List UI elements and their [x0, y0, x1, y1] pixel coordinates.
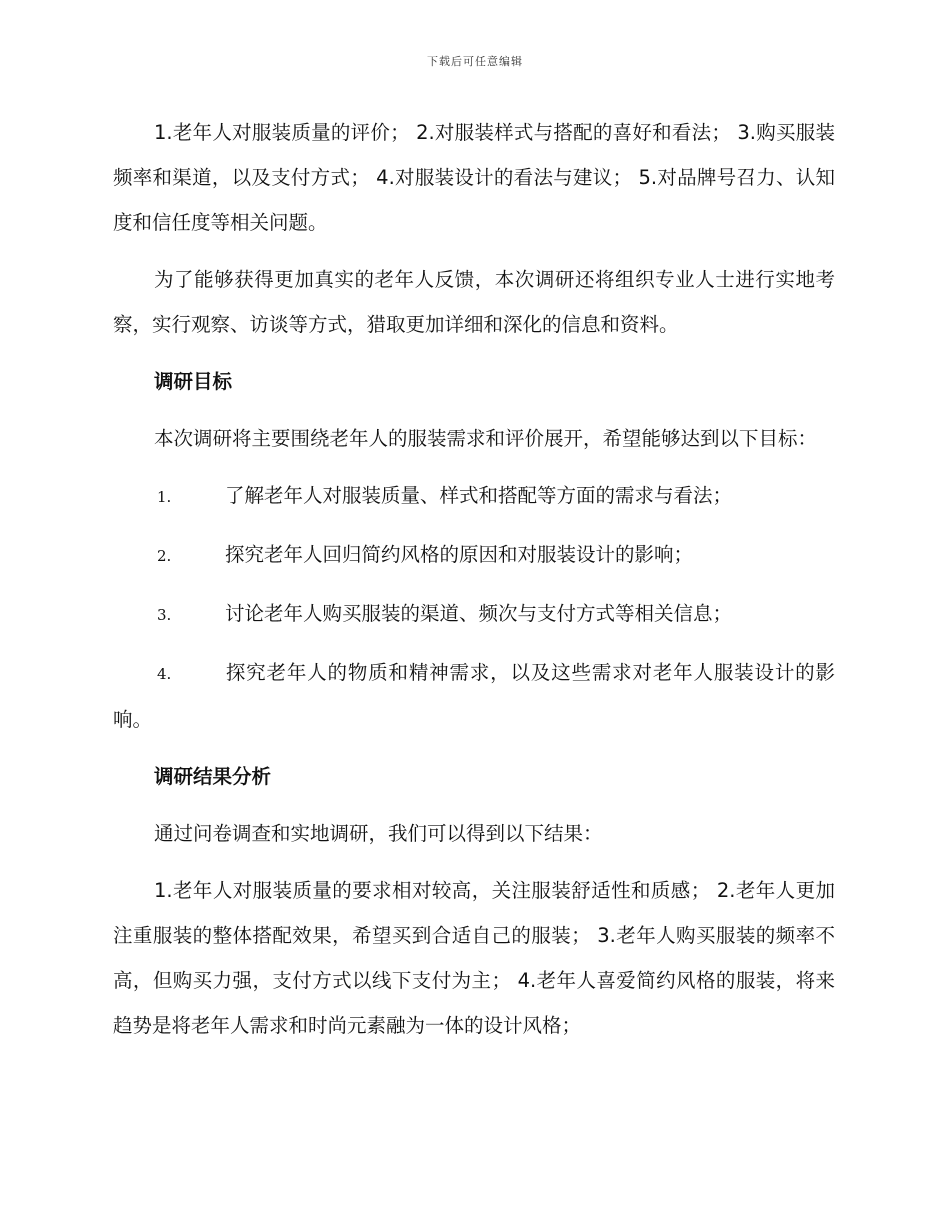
paragraph-results-intro: 通过问卷调查和实地调研，我们可以得到以下结果：	[154, 822, 603, 845]
heading-results-analysis: 调研结果分析	[154, 765, 272, 788]
list-number: 4.	[157, 665, 172, 683]
paragraph-field-research: 为了能够获得更加真实的老年人反馈，本次调研还将组织专业人士进行实地考察，实行观察、访谈等方式，猎取更加详细和深化的信息和资料。	[113, 268, 835, 336]
list-number: 1.	[157, 488, 172, 506]
goal-list-item	[113, 473, 835, 520]
heading-research-goals: 调研目标	[154, 370, 233, 393]
list-number: 3.	[157, 606, 172, 624]
list-item-text: 探究老年人的物质和精神需求，以及这些需求对老年人服装设计的影响。	[113, 661, 835, 731]
goal-list-item	[113, 650, 835, 742]
paragraph-goals-intro: 本次调研将主要围绕老年人的服装需求和评价展开，希望能够达到以下目标：	[154, 427, 818, 450]
paragraph-survey-topics: 1.老年人对服装质量的评价； 2.对服装样式与搭配的喜好和看法； 3.购买服装频率和渠道，以及支付方式； 4.对服装设计的看法与建议； 5.对品牌号召力、认知度和信任度等相关问题。	[113, 121, 835, 234]
page-header: 下载后可任意编辑	[427, 55, 523, 68]
goal-list-item	[113, 532, 835, 579]
list-item-text: 讨论老年人购买服装的渠道、频次与支付方式等相关信息；	[225, 602, 733, 625]
list-item-text: 了解老年人对服装质量、样式和搭配等方面的需求与看法；	[225, 484, 733, 507]
paragraph-results-detail: 1.老年人对服装质量的要求相对较高，关注服装舒适性和质感； 2.老年人更加注重服装的整体搭配效果，希望买到合适自己的服装； 3.老年人购买服装的频率不高，但购买力强，支付方式以线下支付为主； 4.老年人喜爱简约风格的服装，将来趋势是将老年人需求和时尚元素融为一体的设计风格；	[113, 879, 835, 1037]
goal-list-item	[113, 591, 835, 638]
document-body	[113, 110, 835, 1048]
list-item-text: 探究老年人回归简约风格的原因和对服装设计的影响；	[225, 543, 694, 566]
list-number: 2.	[157, 547, 172, 565]
